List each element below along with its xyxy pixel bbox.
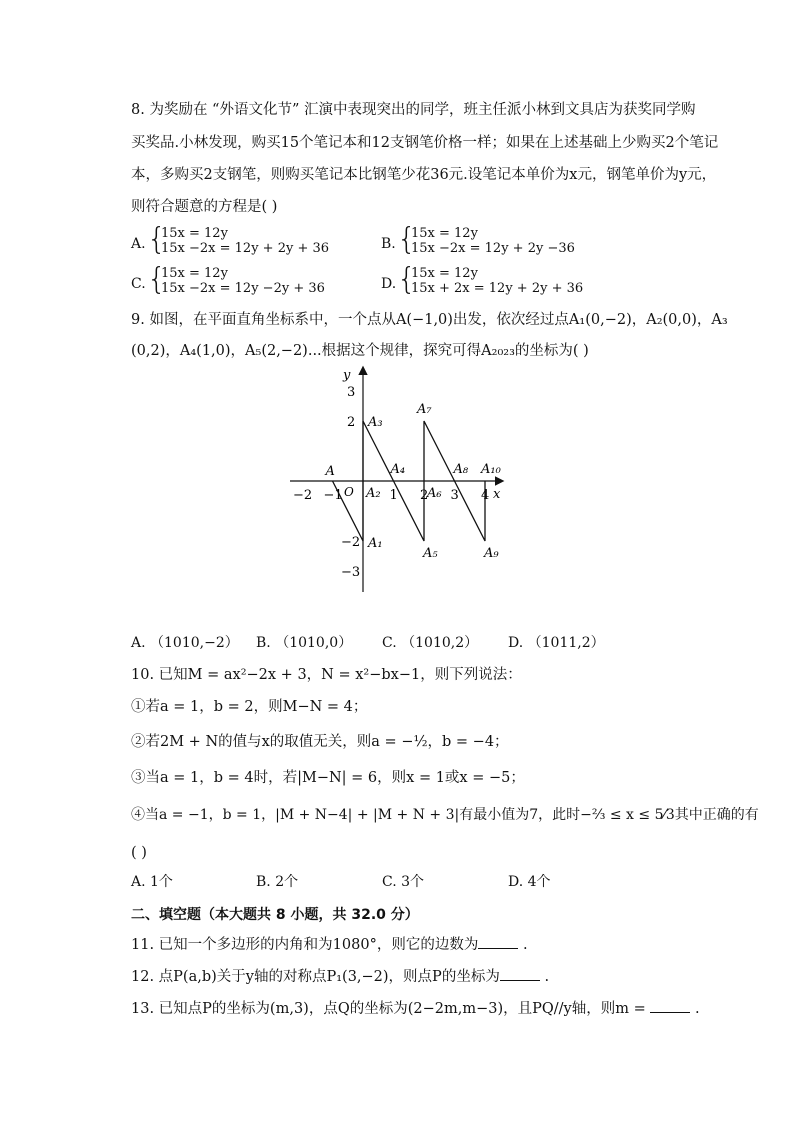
answer-blank[interactable] (650, 998, 690, 1013)
option-text: （1010,−2） (150, 635, 239, 651)
equation-2: 15x + 2x = 12y + 2y + 36 (411, 281, 584, 296)
period: . (522, 937, 528, 953)
x-tick-label: −2 (293, 488, 313, 503)
q10-option-d[interactable] (508, 873, 551, 891)
option-text: 4个 (527, 874, 551, 890)
point-label: A₁₀ (481, 462, 501, 477)
q12 (131, 966, 549, 987)
q8-line-4: 则符合题意的方程是( ) (131, 199, 278, 215)
answer-blank[interactable] (500, 966, 540, 981)
q9-option-c[interactable] (382, 634, 478, 652)
equation-2: 15x −2x = 12y + 2y −36 (411, 241, 575, 256)
option-text: （1011,2） (527, 635, 605, 651)
coordinate-figure (280, 360, 520, 600)
q9-option-b[interactable] (256, 634, 352, 652)
q13 (131, 998, 700, 1019)
point-label: A₂ (366, 486, 381, 501)
q10-stem: 10. 已知M = ax²−2x + 3，N = x²−bx−1，则下列说法： (131, 667, 522, 683)
q10-option-c[interactable] (382, 873, 424, 891)
option-label: B. (256, 874, 271, 890)
option-label: A. (131, 236, 146, 252)
option-label: B. (381, 236, 396, 252)
q11 (131, 934, 528, 955)
question-text: 11. 已知一个多边形的内角和为1080°，则它的边数为 (131, 937, 479, 953)
x-tick-label: 1 (389, 488, 398, 503)
q9-option-a[interactable] (131, 634, 239, 652)
point-label: A (325, 464, 335, 479)
option-text: 1个 (150, 874, 173, 890)
x-axis-label: x (493, 487, 501, 502)
point-label: A₆ (427, 486, 442, 501)
q9-line-1: 9. 如图，在平面直角坐标系中，一个点从A(−1,0)出发，依次经过点A₁(0,−2)，A₂(0,0)，A₃ (131, 312, 728, 328)
option-label: B. (256, 635, 271, 651)
equation-1: 15x = 12y (411, 266, 478, 281)
option-text: 3个 (401, 874, 425, 890)
q10-paren: ( ) (131, 845, 147, 861)
option-label: D. (508, 874, 524, 890)
y-tick-label: 2 (347, 415, 356, 430)
q8-line-1: 8. 为奖励在 “外语文化节” 汇演中表现突出的同学，班主任派小林到文具店为获奖同学购 (131, 102, 696, 118)
point-label: A₄ (390, 462, 406, 477)
point-label: A₉ (484, 546, 499, 561)
question-text: 13. 已知点P的坐标为(m,3)，点Q的坐标为(2−2m,m−3)，且PQ//y轴，则m = (131, 1001, 646, 1017)
brace-icon: { (147, 262, 167, 297)
equation-2: 15x −2x = 12y −2y + 36 (161, 281, 325, 296)
option-label: C. (131, 276, 146, 292)
option-label: C. (382, 635, 397, 651)
brace-icon: { (397, 262, 417, 297)
option-label: A. (131, 635, 146, 651)
point-label: A₅ (423, 546, 438, 561)
option-label: C. (382, 874, 397, 890)
origin-label: O (344, 485, 354, 499)
x-tick-label: 4 (481, 488, 490, 503)
equation-1: 15x = 12y (161, 226, 228, 241)
equation-1: 15x = 12y (411, 226, 478, 241)
q10-item-4: ④当a = −1，b = 1，|M + N−4| + |M + N + 3|有最小值为7，此时−⅔ ≤ x ≤ 5⁄3其中正确的有 (131, 807, 759, 823)
question-text: 12. 点P(a,b)关于y轴的对称点P₁(3,−2)，则点P的坐标为 (131, 969, 500, 985)
point-label: A₃ (368, 415, 383, 430)
q9-line-2: (0,2)，A₄(1,0)，A₅(2,−2)...根据这个规律，探究可得A₂₀₂₃的坐标为( ) (131, 343, 589, 359)
q10-item-2: ②若2M + N的值与x的取值无关，则a = −½，b = −4； (131, 734, 509, 750)
y-tick-label: 3 (347, 385, 356, 400)
equation-1: 15x = 12y (161, 266, 228, 281)
q8-line-3: 本，多购买2支钢笔，则购买笔记本比钢笔少花36元.设笔记本单价为x元，钢笔单价为y元， (131, 167, 717, 183)
option-text: （1010,2） (401, 635, 479, 651)
option-label: D. (508, 635, 524, 651)
option-text: （1010,0） (275, 635, 353, 651)
q10-option-b[interactable] (256, 873, 298, 891)
q10-item-1: ①若a = 1，b = 2，则M−N = 4； (131, 699, 368, 715)
period: . (694, 1001, 700, 1017)
option-label: D. (381, 276, 397, 292)
x-tick-label: 2 (420, 488, 429, 503)
option-label: A. (131, 874, 146, 890)
option-text: 2个 (275, 874, 299, 890)
point-label: A₈ (453, 462, 469, 477)
q10-item-3: ③当a = 1，b = 4时，若|M−N| = 6，则x = 1或x = −5； (131, 770, 525, 786)
point-label: A₁ (368, 536, 383, 551)
brace-icon: { (147, 222, 167, 257)
x-tick-label: 3 (450, 488, 459, 503)
point-label: A₇ (417, 402, 432, 417)
x-tick-label: −1 (323, 488, 343, 503)
q8-line-2: 买奖品.小林发现，购买15个笔记本和12支钢笔价格一样；如果在上述基础上少购买2个笔记 (131, 135, 719, 151)
period: . (544, 969, 550, 985)
equation-2: 15x −2x = 12y + 2y + 36 (161, 241, 330, 256)
section-heading: 二、填空题（本大题共 8 小题，共 32.0 分） (131, 907, 419, 923)
y-tick-label: −3 (341, 565, 361, 580)
answer-blank[interactable] (478, 934, 518, 949)
q10-option-a[interactable] (131, 873, 173, 891)
brace-icon: { (397, 222, 417, 257)
y-tick-label: −2 (341, 535, 361, 550)
q9-option-d[interactable] (508, 634, 605, 652)
y-axis-label: y (343, 368, 351, 383)
